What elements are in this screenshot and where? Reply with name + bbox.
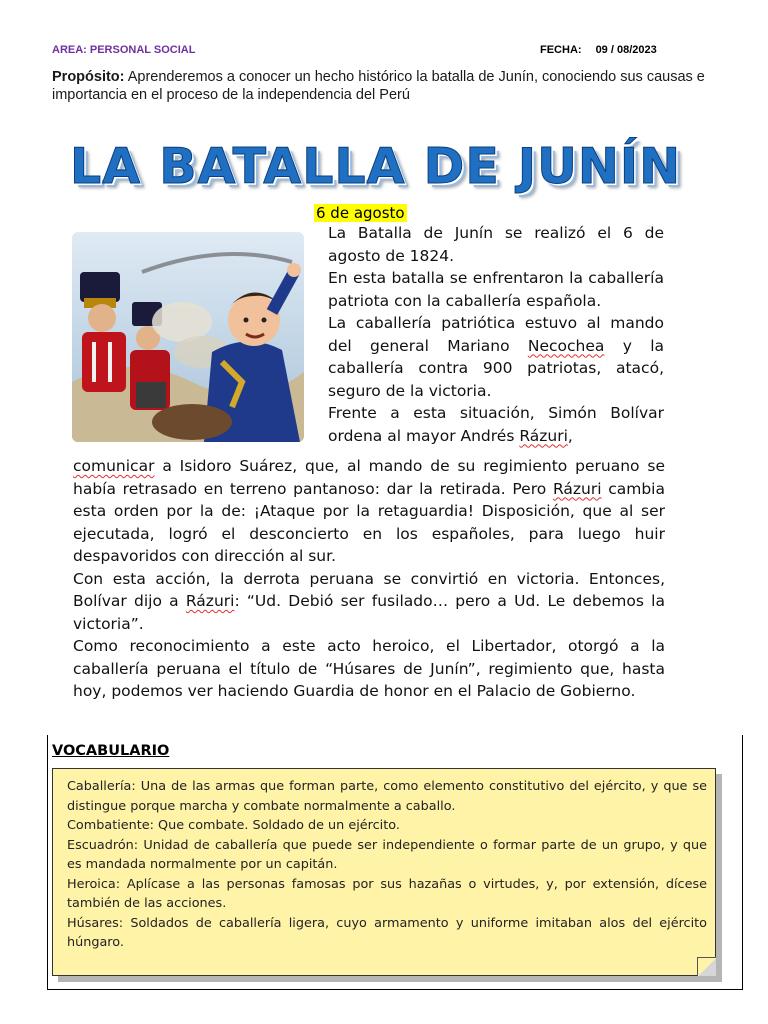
page-title: LA BATALLA DE JUNÍN bbox=[70, 138, 682, 195]
vocabulary-definition: Que combate. Soldado de un ejército. bbox=[153, 818, 400, 833]
date-value: 09 / 08/2023 bbox=[595, 44, 657, 56]
vocabulary-term: Heroica: bbox=[67, 876, 121, 892]
vocabulary-definition: Aplícase a las personas famosas por sus hazañas o virtudes, y, por extensión, dícese también de las acciones. bbox=[67, 876, 707, 911]
date-label: FECHA: bbox=[540, 44, 582, 56]
article-paragraph: Con esta acción, la derrota peruana se convirtió en victoria. Entonces, Bolívar dijo a Rázuri: “Ud. Debió ser fusilado… pero a Ud. Le debemos la victoria”. bbox=[73, 569, 665, 633]
purpose-statement bbox=[52, 68, 732, 104]
article-intro bbox=[328, 222, 664, 447]
vocabulary-definition: Unidad de caballería que puede ser independiente o formar parte de un grupo, y que es mandada normalmente por un capitán. bbox=[67, 837, 707, 872]
article-paragraph: comunicar a Isidoro Suárez, que, al mando de su regimiento peruano se había retrasado en terreno pantanoso: dar la retirada. Pero Rázuri cambia esta orden por la de: ¡Ataque por la retaguardia! Disposición, que al ser ejecutada, logró el desconcierto en los españoles, para luego huir despavoridos con dirección al sur. bbox=[73, 457, 665, 565]
vocabulary-term: Caballería: bbox=[67, 779, 136, 794]
vocabulary-term: Escuadrón: bbox=[67, 837, 139, 853]
area-label: AREA: PERSONAL SOCIAL bbox=[52, 44, 196, 56]
purpose-label: Propósito: bbox=[52, 69, 125, 85]
vocabulary-entry bbox=[67, 777, 707, 816]
vocabulary-definition: Una de las armas que forman parte, como elemento constitutivo del ejército, y que se distingue porque marcha y combate normalmente a caballo. bbox=[67, 779, 707, 814]
article-body bbox=[73, 455, 665, 703]
vocabulary-entry bbox=[67, 816, 707, 836]
date-line bbox=[540, 44, 657, 56]
vocabulary-entry bbox=[67, 836, 707, 875]
article-paragraph: La Batalla de Junín se realizó el 6 de agosto de 1824. bbox=[328, 224, 664, 265]
article-paragraph: En esta batalla se enfrentaron la caballería patriota con la caballería española. bbox=[328, 269, 664, 310]
vocabulary-heading: VOCABULARIO bbox=[52, 743, 170, 759]
vocabulary-entry bbox=[67, 875, 707, 914]
vocabulary-definition: Soldados de caballería ligera, cuyo armamento y uniforme imitaban alos del ejército húngaro. bbox=[67, 915, 707, 950]
vocabulary-box bbox=[52, 768, 716, 976]
article-paragraph: Frente a esta situación, Simón Bolívar ordena al mayor Andrés Rázuri, bbox=[328, 404, 664, 445]
vocabulary-entry bbox=[67, 914, 707, 953]
vocabulary-term: Combatiente: bbox=[67, 818, 154, 833]
article-paragraph: La caballería patriótica estuvo al mando del general Mariano Necochea y la caballería contra 900 patriotas, atacó, seguro de la victoria. bbox=[328, 314, 664, 400]
article-paragraph: Como reconocimiento a este acto heroico, el Libertador, otorgó a la caballería peruana el título de “Húsares de Junín”, regimiento que, hasta hoy, podemos ver haciendo Guardia de honor en el Palacio de Gobierno. bbox=[73, 637, 665, 700]
battle-scene-image bbox=[72, 232, 304, 442]
vocabulary-list bbox=[67, 777, 707, 953]
date-highlight: 6 de agosto bbox=[316, 204, 405, 222]
vocabulary-term: Húsares: bbox=[67, 915, 124, 931]
battle-illustration bbox=[72, 232, 304, 442]
purpose-text: Aprenderemos a conocer un hecho histórico la batalla de Junín, conociendo sus causas e importancia en el proceso de la independencia del Perú bbox=[52, 69, 705, 103]
